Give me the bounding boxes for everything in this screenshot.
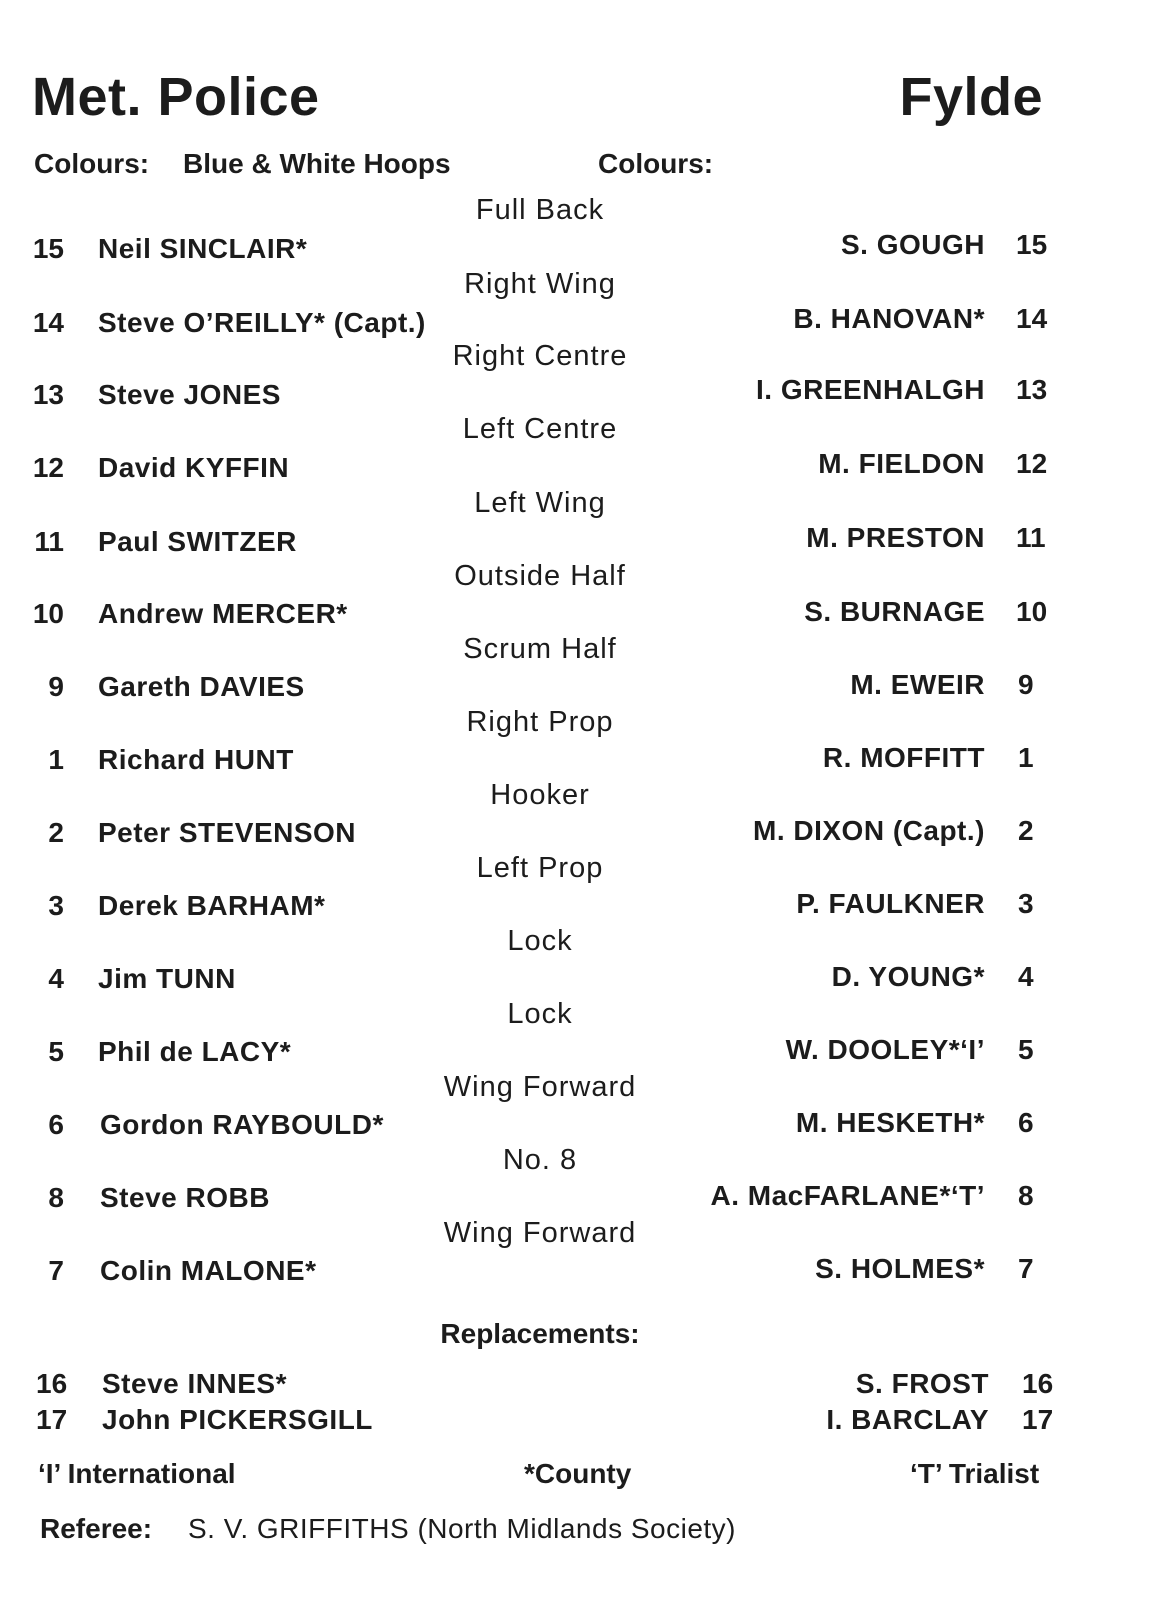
home-player-name: David KYFFIN — [98, 452, 290, 483]
position-label: Left Wing — [474, 487, 606, 519]
away-player-name: I. GREENHALGH — [756, 374, 985, 405]
replacements-heading: Replacements: — [440, 1318, 640, 1349]
home-colours-value: Blue & White Hoops — [183, 148, 451, 179]
replacement-away-number: 17 — [1022, 1404, 1054, 1435]
home-player-name: Paul SWITZER — [98, 526, 297, 557]
home-player-number: 15 — [32, 233, 64, 264]
away-player-number: 10 — [1016, 596, 1048, 627]
referee-name: S. V. GRIFFITHS (North Midlands Society) — [188, 1513, 736, 1544]
home-player-name: Derek BARHAM* — [98, 890, 326, 921]
away-team-title: Fylde — [899, 67, 1043, 127]
away-player-name: M. HESKETH* — [795, 1107, 985, 1138]
home-player-number: 11 — [34, 526, 64, 557]
home-player-number: 5 — [48, 1036, 64, 1067]
home-player-name: Steve JONES — [98, 379, 281, 410]
replacement-away-name: I. BARCLAY — [826, 1404, 989, 1435]
away-player-number: 15 — [1016, 229, 1048, 260]
legend-trialist: ‘T’ Trialist — [910, 1458, 1040, 1489]
away-player-number: 1 — [1018, 742, 1034, 773]
position-label: Hooker — [490, 779, 590, 811]
home-player-number: 14 — [32, 307, 64, 338]
position-label: Full Back — [475, 194, 605, 226]
home-player-name: Colin MALONE* — [100, 1255, 317, 1286]
position-label: Wing Forward — [443, 1071, 637, 1103]
away-player-name: A. MacFARLANE*‘T’ — [710, 1180, 985, 1211]
position-label: Right Centre — [452, 340, 628, 372]
replacement-away-name: S. FROST — [855, 1368, 989, 1399]
away-player-name: M. EWEIR — [850, 669, 985, 700]
home-player-number: 12 — [32, 452, 64, 483]
home-player-name: Jim TUNN — [98, 963, 236, 994]
away-player-number: 5 — [1018, 1034, 1034, 1065]
away-player-name: S. HOLMES* — [815, 1253, 985, 1284]
away-player-number: 9 — [1018, 669, 1034, 700]
home-player-number: 9 — [48, 671, 64, 702]
away-player-name: P. FAULKNER — [796, 888, 985, 919]
home-player-number: 4 — [48, 963, 64, 994]
away-player-number: 7 — [1018, 1253, 1034, 1284]
replacement-home-name: Steve INNES* — [102, 1368, 287, 1399]
away-player-name: S. GOUGH — [840, 229, 985, 260]
home-player-name: Gareth DAVIES — [98, 671, 305, 702]
away-player-number: 3 — [1018, 888, 1034, 919]
home-player-name: Andrew MERCER* — [98, 598, 348, 629]
home-player-name: Phil de LACY* — [98, 1036, 292, 1067]
away-player-number: 13 — [1016, 374, 1048, 405]
position-label: Right Prop — [466, 706, 614, 738]
position-label: No. 8 — [502, 1144, 578, 1176]
away-player-number: 8 — [1018, 1180, 1034, 1211]
position-label: Lock — [507, 998, 573, 1030]
away-player-number: 14 — [1016, 303, 1048, 334]
away-player-name: W. DOOLEY*‘I’ — [785, 1034, 985, 1065]
home-player-number: 2 — [48, 817, 64, 848]
position-label: Right Wing — [464, 268, 616, 300]
home-player-name: Steve ROBB — [100, 1182, 270, 1213]
away-player-name: S. BURNAGE — [804, 596, 985, 627]
home-player-number: 6 — [48, 1109, 64, 1140]
home-player-number: 13 — [32, 379, 64, 410]
home-player-name: Gordon RAYBOULD* — [100, 1109, 384, 1140]
position-label: Scrum Half — [463, 633, 617, 665]
away-player-number: 11 — [1016, 522, 1046, 553]
position-label: Outside Half — [454, 560, 626, 592]
away-player-name: B. HANOVAN* — [793, 303, 985, 334]
away-player-number: 4 — [1018, 961, 1034, 992]
home-player-name: Richard HUNT — [98, 744, 294, 775]
replacement-home-name: John PICKERSGILL — [102, 1404, 373, 1435]
away-player-number: 2 — [1018, 815, 1034, 846]
position-label: Left Prop — [476, 852, 604, 884]
away-player-number: 6 — [1018, 1107, 1034, 1138]
home-player-name: Peter STEVENSON — [98, 817, 357, 848]
away-player-number: 12 — [1016, 448, 1048, 479]
position-label: Wing Forward — [443, 1217, 637, 1249]
away-colours-label: Colours: — [598, 148, 714, 179]
home-player-number: 10 — [32, 598, 64, 629]
home-player-number: 1 — [48, 744, 64, 775]
away-player-name: D. YOUNG* — [831, 961, 985, 992]
away-player-name: M. FIELDON — [818, 448, 985, 479]
away-player-name: M. PRESTON — [806, 522, 985, 553]
replacement-away-number: 16 — [1022, 1368, 1054, 1399]
home-player-name: Neil SINCLAIR* — [98, 233, 308, 264]
home-player-number: 8 — [48, 1182, 64, 1213]
position-label: Left Centre — [462, 413, 618, 445]
away-player-name: R. MOFFITT — [822, 742, 985, 773]
position-label: Lock — [507, 925, 573, 957]
referee-label: Referee: — [40, 1513, 153, 1544]
home-player-number: 3 — [48, 890, 64, 921]
replacement-home-number: 16 — [36, 1368, 68, 1399]
home-colours-label: Colours: — [34, 148, 150, 179]
home-player-name: Steve O’REILLY* (Capt.) — [98, 307, 426, 338]
legend-international: ‘I’ International — [38, 1458, 236, 1489]
home-player-number: 7 — [48, 1255, 64, 1286]
legend-county: *County — [524, 1458, 632, 1489]
replacement-home-number: 17 — [36, 1404, 68, 1435]
away-player-name: M. DIXON (Capt.) — [753, 815, 985, 846]
home-team-title: Met. Police — [32, 67, 320, 127]
